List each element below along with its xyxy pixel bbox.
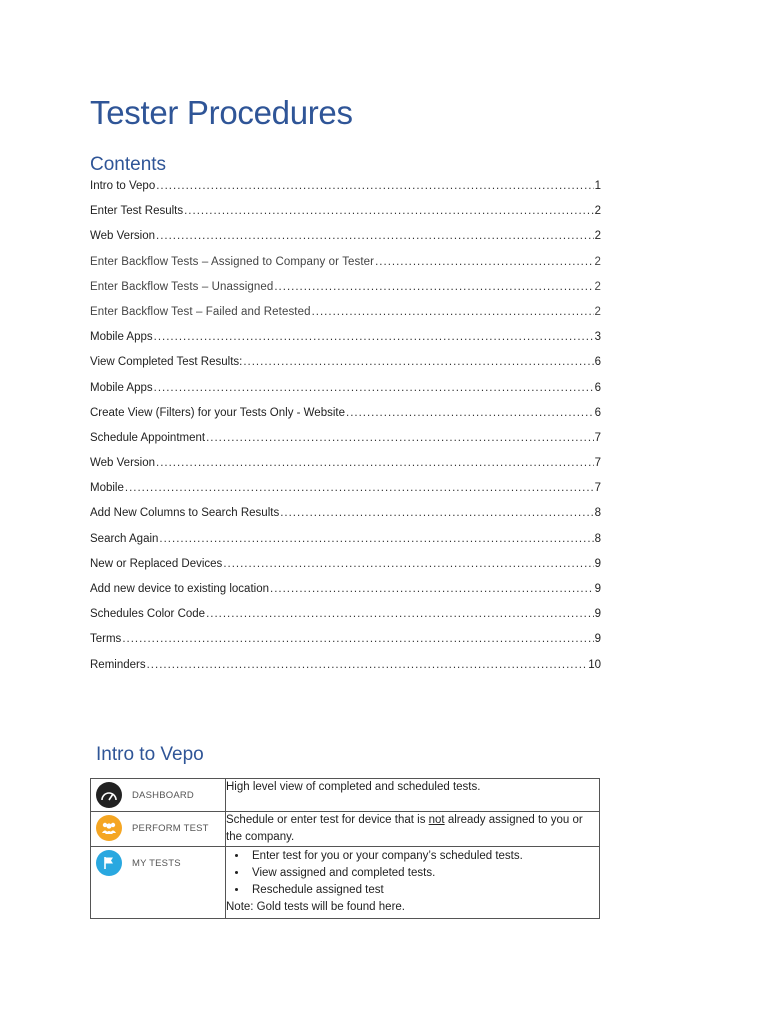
toc-entry-label: Mobile Apps — [90, 331, 153, 344]
toc-entry-label: Web Version — [90, 230, 155, 243]
toc-entry-label: View Completed Test Results: — [90, 356, 243, 369]
toc-entry[interactable] — [90, 205, 601, 230]
toc-entry[interactable] — [90, 507, 601, 532]
toc-entry[interactable] — [90, 230, 601, 255]
intro-row3-desc — [226, 847, 600, 919]
toc-entry-page: 6 — [594, 356, 601, 369]
toc-entry-label: Add New Columns to Search Results — [90, 507, 280, 520]
toc-entry-page: 7 — [594, 431, 601, 444]
toc-leader-dots — [274, 281, 593, 293]
toc-entry-label: Reminders — [90, 658, 146, 671]
toc-entry-page: 2 — [594, 305, 601, 318]
list-item: • View assigned and completed tests. — [248, 865, 599, 882]
toc-entry-label: Enter Backflow Tests – Unassigned — [90, 280, 274, 293]
toc-leader-dots — [312, 306, 594, 318]
toc-entry-label: Mobile Apps — [90, 381, 153, 394]
toc-leader-dots — [156, 180, 593, 192]
toc-entry-page: 1 — [594, 180, 601, 192]
toc-entry-page: 6 — [594, 406, 601, 419]
toc-entry-page: 8 — [594, 507, 601, 520]
toc-entry[interactable] — [90, 432, 601, 457]
toc-entry-page: 9 — [594, 583, 601, 595]
toc-leader-dots — [156, 457, 594, 469]
intro-heading: Intro to Vepo — [96, 744, 204, 765]
toc-entry-label: Create View (Filters) for your Tests Only - Website — [90, 406, 345, 419]
toc-entry[interactable] — [90, 180, 601, 205]
toc-leader-dots — [346, 407, 594, 419]
toc-entry-label: Enter Backflow Test – Failed and Retested — [90, 305, 311, 318]
toc-entry-label: Web Version — [90, 457, 155, 470]
toc-entry-page: 9 — [594, 557, 601, 570]
toc-entry-page: 7 — [594, 457, 601, 470]
toc-leader-dots — [375, 256, 593, 268]
toc-leader-dots — [184, 205, 593, 217]
toc-entry-label: Search Again — [90, 532, 159, 545]
toc-entry-page: 3 — [594, 331, 601, 344]
intro-row2-text: Schedule or enter test for device that is — [226, 814, 429, 826]
intro-table — [90, 778, 600, 919]
contents-heading: Contents — [90, 154, 167, 175]
toc-leader-dots — [270, 583, 594, 595]
intro-icon-cell — [91, 812, 226, 847]
toc-entry[interactable] — [90, 659, 601, 684]
toc-entry[interactable] — [90, 281, 601, 306]
toc-entry[interactable] — [90, 457, 601, 482]
toc-entry[interactable] — [90, 306, 601, 331]
dashboard-button — [91, 779, 225, 811]
toc-entry[interactable] — [90, 558, 601, 583]
my-tests-button — [91, 847, 225, 879]
toc-leader-dots — [154, 331, 594, 343]
toc-entry-page: 2 — [594, 280, 601, 293]
toc-leader-dots — [243, 356, 593, 368]
toc-entry-page: 10 — [588, 658, 601, 671]
toc-entry-page: 2 — [594, 255, 601, 268]
toc-entry[interactable] — [90, 256, 601, 281]
intro-row2-text-after: already assigned to you or the company. — [226, 814, 583, 843]
page-title: Tester Procedures — [90, 94, 353, 131]
people-group-icon — [96, 815, 122, 841]
perform-test-button — [91, 812, 225, 844]
gold-tests-note: Note: Gold tests will be found here. — [226, 901, 405, 913]
intro-row2-underlined: not — [428, 814, 445, 826]
toc-entry-label: Mobile — [90, 482, 124, 495]
dashboard-gauge-icon — [96, 782, 122, 808]
toc-leader-dots — [154, 382, 594, 394]
dashboard-label: DASHBOARD — [132, 789, 194, 801]
toc-leader-dots — [156, 230, 594, 242]
toc-entry-page: 9 — [594, 608, 601, 621]
toc-leader-dots — [206, 432, 594, 444]
list-item: • Reschedule assigned test — [248, 882, 599, 899]
toc-entry-label: Schedules Color Code — [90, 608, 206, 621]
toc-entry-page: 7 — [594, 482, 601, 495]
toc-entry-label: Enter Test Results — [90, 205, 184, 218]
toc-leader-dots — [147, 659, 588, 671]
toc-entry-page: 8 — [594, 532, 601, 545]
table-of-contents — [90, 180, 601, 684]
toc-entry-label: New or Replaced Devices — [90, 557, 223, 570]
intro-icon-cell — [91, 779, 226, 812]
toc-leader-dots — [223, 558, 593, 570]
toc-entry[interactable] — [90, 482, 601, 507]
toc-leader-dots — [206, 608, 594, 620]
toc-leader-dots — [159, 533, 593, 545]
my-tests-label: MY TESTS — [132, 857, 181, 869]
toc-leader-dots — [125, 482, 594, 494]
toc-entry-page: 2 — [594, 230, 601, 243]
toc-entry[interactable] — [90, 533, 601, 558]
toc-entry-label: Terms — [90, 633, 122, 646]
intro-icon-cell — [91, 847, 226, 919]
toc-entry[interactable] — [90, 633, 601, 658]
toc-entry[interactable] — [90, 583, 601, 608]
toc-entry-page: 9 — [594, 633, 601, 646]
toc-entry[interactable] — [90, 407, 601, 432]
list-item: • Enter test for you or your company’s scheduled tests. — [248, 848, 599, 865]
intro-row2-desc — [226, 812, 600, 847]
toc-entry[interactable] — [90, 356, 601, 381]
toc-entry[interactable] — [90, 382, 601, 407]
toc-entry-page: 6 — [594, 381, 601, 394]
toc-leader-dots — [280, 507, 593, 519]
perform-test-label: PERFORM TEST — [132, 822, 209, 834]
toc-entry-label: Add new device to existing location — [90, 583, 269, 595]
toc-entry-page: 2 — [594, 205, 601, 218]
intro-row1-desc: High level view of completed and scheduled tests. — [226, 779, 600, 812]
toc-entry[interactable] — [90, 608, 601, 633]
toc-leader-dots — [122, 633, 593, 645]
toc-entry-label: Intro to Vepo — [90, 180, 156, 192]
toc-entry-label: Schedule Appointment — [90, 431, 206, 444]
bullet-list — [226, 848, 599, 899]
toc-entry[interactable] — [90, 331, 601, 356]
flag-icon — [96, 850, 122, 876]
toc-entry-label: Enter Backflow Tests – Assigned to Company or Tester — [90, 255, 375, 268]
